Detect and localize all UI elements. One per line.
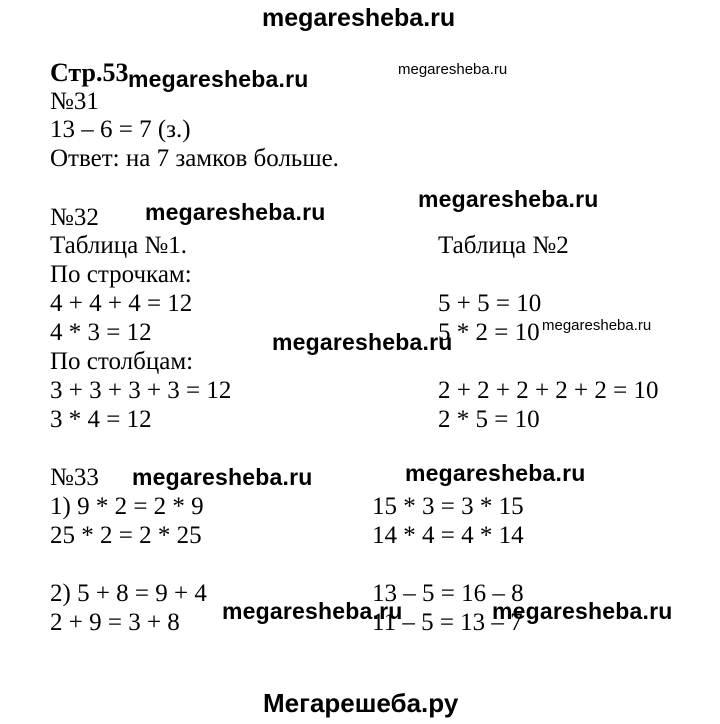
exercise-32-number: №32 [50, 204, 99, 231]
table-1-title: Таблица №1. [50, 232, 188, 259]
table-2-rows-product: 5 * 2 = 10 [438, 319, 540, 346]
exercise-31-number: №31 [50, 88, 99, 115]
table-2-cols-product: 2 * 5 = 10 [438, 406, 540, 433]
exercise-33-number: №33 [50, 464, 99, 491]
exercise-33-part1-line4: 14 * 4 = 4 * 14 [372, 522, 524, 549]
table-1-cols-sum: 3 + 3 + 3 + 3 = 12 [50, 377, 232, 404]
watermark-label: megaresheba.ru [272, 329, 453, 355]
table-2-cols-sum: 2 + 2 + 2 + 2 + 2 = 10 [438, 377, 659, 404]
watermark-label: megaresheba.ru [398, 61, 508, 78]
watermark-label: megaresheba.ru [492, 598, 673, 624]
site-watermark-bottom: Мегарешеба.ру [263, 688, 459, 718]
table-1-cols-product: 3 * 4 = 12 [50, 406, 152, 433]
watermark-label: megaresheba.ru [145, 199, 326, 225]
cols-label: По столбцам: [50, 348, 194, 375]
watermark-label: megaresheba.ru [542, 317, 652, 334]
exercise-33-part2-line4: 11 – 5 = 13 – 7 [372, 609, 523, 636]
watermark-label: megaresheba.ru [405, 460, 586, 486]
exercise-33-part2-line3: 13 – 5 = 16 – 8 [372, 580, 524, 607]
table-2-rows-sum: 5 + 5 = 10 [438, 290, 542, 317]
site-watermark-top: megaresheba.ru [262, 4, 456, 32]
exercise-33-part1-line3: 15 * 3 = 3 * 15 [372, 493, 524, 520]
table-2-title: Таблица №2 [438, 232, 569, 259]
watermark-label: megaresheba.ru [418, 186, 599, 212]
exercise-33-part2-line1: 2) 5 + 8 = 9 + 4 [50, 580, 207, 607]
exercise-31-equation: 13 – 6 = 7 (з.) [50, 116, 191, 143]
rows-label: По строчкам: [50, 261, 192, 288]
exercise-33-part2-line2: 2 + 9 = 3 + 8 [50, 609, 180, 636]
watermark-label: megaresheba.ru [132, 464, 313, 490]
table-1-rows-product: 4 * 3 = 12 [50, 319, 152, 346]
table-1-rows-sum: 4 + 4 + 4 = 12 [50, 290, 193, 317]
exercise-31-answer: Ответ: на 7 замков больше. [50, 145, 339, 172]
exercise-33-part1-line1: 1) 9 * 2 = 2 * 9 [50, 493, 204, 520]
exercise-33-part1-line2: 25 * 2 = 2 * 25 [50, 522, 202, 549]
watermark-label: megaresheba.ru [222, 598, 403, 624]
watermark-label: megaresheba.ru [128, 66, 309, 92]
page-heading: Стр.53 [50, 58, 129, 87]
